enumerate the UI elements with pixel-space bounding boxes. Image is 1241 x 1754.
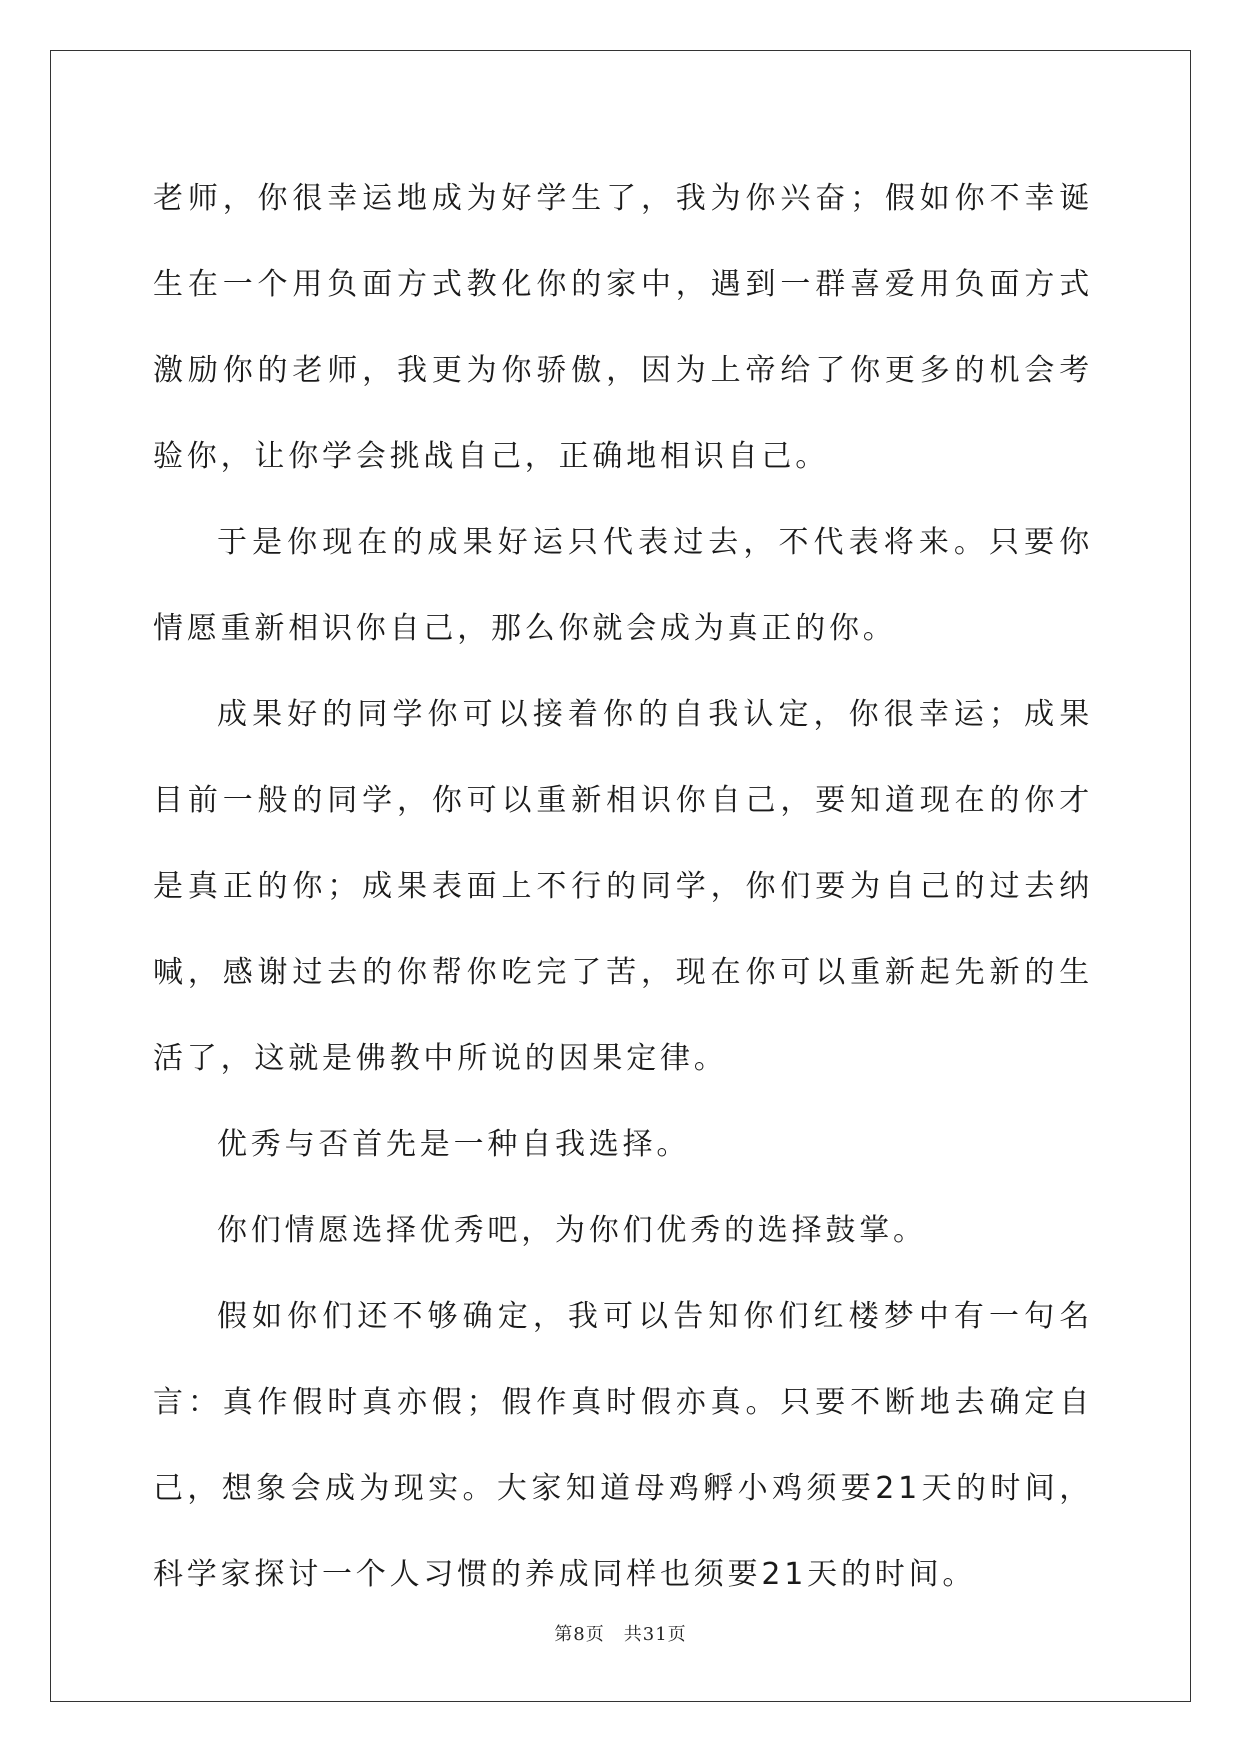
paragraph-3: 成果好的同学你可以接着你的自我认定，你很幸运；成果目前一般的同学，你可以重新相识你自己，要知道现在的你才是真正的你；成果表面上不行的同学，你们要为自己的过去纳喊，感谢过去的你帮你吃完了苦，现在你可以重新起先新的生活了，这就是佛教中所说的因果定律。: [153, 697, 1093, 1076]
paragraph-6: 假如你们还不够确定，我可以告知你们红楼梦中有一句名言：真作假时真亦假；假作真时假亦真。只要不断地去确定自己，想象会成为现实。大家知道母鸡孵小鸡须要21天的时间，科学家探讨一个人习惯的养成同样也须要21天的时间。: [153, 1299, 1093, 1592]
page-number-label: 第8页 共31页: [554, 1624, 687, 1645]
page-footer: [0, 1620, 1241, 1646]
paragraph-2: 于是你现在的成果好运只代表过去，不代表将来。只要你情愿重新相识你自己，那么你就会成为真正的你。: [153, 525, 1093, 646]
document-body: [153, 156, 1093, 1618]
paragraph-1: 老师，你很幸运地成为好学生了，我为你兴奋；假如你不幸诞生在一个用负面方式教化你的家中，遇到一群喜爱用负面方式激励你的老师，我更为你骄傲，因为上帝给了你更多的机会考验你，让你学会挑战自己，正确地相识自己。: [153, 181, 1093, 474]
paragraph-5: 你们情愿选择优秀吧，为你们优秀的选择鼓掌。: [217, 1213, 927, 1248]
paragraph-4: 优秀与否首先是一种自我选择。: [217, 1127, 691, 1162]
